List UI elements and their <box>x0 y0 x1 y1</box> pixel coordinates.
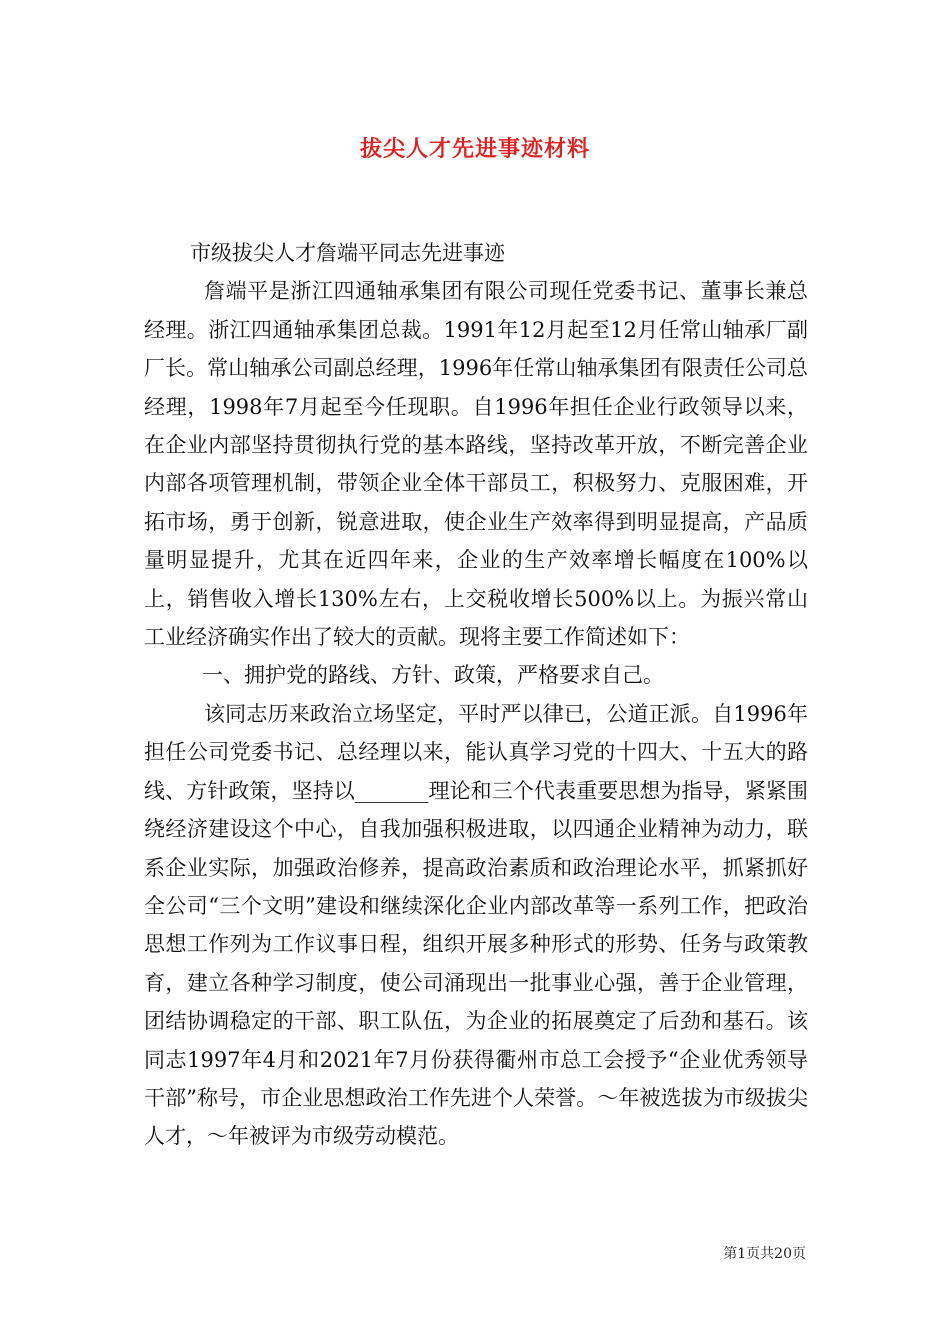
document-title: 拔尖人才先进事迹材料 <box>359 136 590 162</box>
section-paragraph: 该同志历来政治立场坚定，平时严以律已，公道正派。自1996年担任公司党委书记、总经理以来，能认真学习党的十四大、十五大的路线、方针政策，坚持以_______理论和三个代表重要思想为指导，紧紧围绕经济建设这个中心，自我加强积极进取，以四通企业精神为动力，联系企业实际，加强政治修养，提高政治素质和政治理论水平，抓紧抓好全公司“三个文明”建设和继续深化企业内部改革等一系列工作，把政治思想工作列为工作议事日程，组织开展多种形式的形势、任务与政策教育，建立各种学习制度，使公司涌现出一批事业心强，善于企业管理，团结协调稳定的干部、职工队伍，为企业的拓展奠定了后劲和基石。该同志1997年4月和2021年7月份获得衢州市总工会授予“企业优秀领导干部”称号，市企业思想政治工作先进个人荣誉。～年被选拔为市级拔尖人才，～年被评为市级劳动模范。 <box>144 701 808 1149</box>
document-body <box>144 234 808 1156</box>
section-heading: 一、拥护党的路线、方针、政策，严格要求自己。 <box>202 663 664 688</box>
page-number: 第1页共20页 <box>723 1246 806 1262</box>
document-subtitle: 市级拔尖人才詹端平同志先进事迹 <box>190 241 505 265</box>
body-paragraph: 詹端平是浙江四通轴承集团有限公司现任党委书记、董事长兼总经理。浙江四通轴承集团总裁。1991年12月起至12月任常山轴承厂副厂长。常山轴承公司副总经理，1996年任常山轴承集团有限责任公司总经理，1998年7月起至今任现职。自1996年担任企业行政领导以来，在企业内部坚持贯彻执行党的基本路线，坚持改革开放，不断完善企业内部各项管理机制，带领企业全体干部员工，积极努力、克服困难，开拓市场，勇于创新，锐意进取，使企业生产效率得到明显提高，产品质量明显提升，尤其在近四年来，企业的生产效率增长幅度在100%以上，销售收入增长130%左右，上交税收增长500%以上。为振兴常山工业经济确实作出了较大的贡献。现将主要工作简述如下： <box>144 279 808 650</box>
